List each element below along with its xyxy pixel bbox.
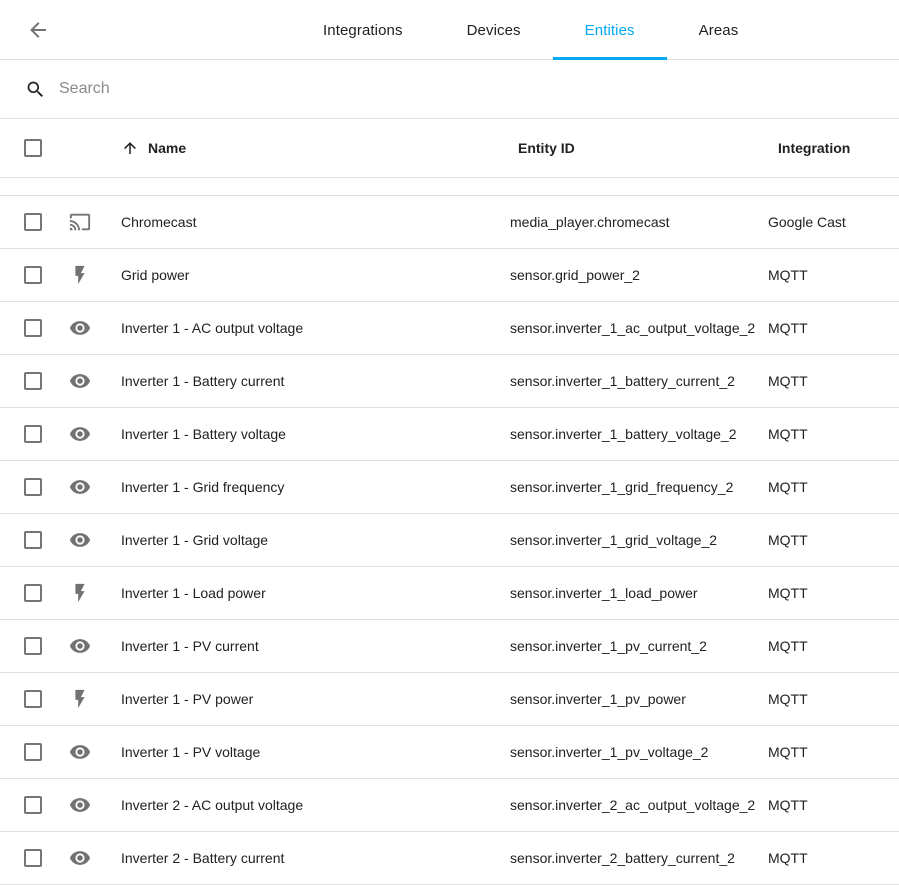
row-checkbox[interactable] [24,637,42,655]
cast-icon [56,211,104,233]
entity-id: sensor.inverter_1_battery_voltage_2 [510,426,737,442]
entity-name: Inverter 1 - PV power [121,691,254,707]
eye-icon [56,370,104,392]
entity-name: Inverter 1 - Load power [121,585,266,601]
search-bar [0,60,899,119]
integration-name: MQTT [768,320,808,336]
scrolled-row-sliver [0,178,899,196]
top-bar [0,0,899,60]
row-checkbox[interactable] [24,213,42,231]
tab-label: Areas [698,21,739,39]
integration-name: MQTT [768,373,808,389]
integration-name: MQTT [768,585,808,601]
row-checkbox[interactable] [24,425,42,443]
row-checkbox[interactable] [24,372,42,390]
entity-name: Inverter 1 - Battery voltage [121,426,286,442]
arrow-left-icon [26,18,50,42]
table-row[interactable] [0,567,899,620]
flash-icon [56,582,104,604]
row-checkbox[interactable] [24,478,42,496]
integration-name: MQTT [768,744,808,760]
eye-icon [56,317,104,339]
table-row[interactable] [0,196,899,249]
entity-id: sensor.inverter_1_load_power [510,585,698,601]
tab-areas[interactable] [667,0,771,60]
eye-icon [56,741,104,763]
back-button[interactable] [26,18,50,42]
entity-id: sensor.inverter_1_ac_output_voltage_2 [510,320,756,336]
eye-icon [56,635,104,657]
integration-name: MQTT [768,797,808,813]
flash-icon [56,688,104,710]
arrow-up-icon [121,139,139,157]
table-row[interactable] [0,408,899,461]
row-checkbox-cell [0,531,56,549]
tab-devices[interactable] [435,0,553,60]
integration-name: MQTT [768,426,808,442]
integration-name: MQTT [768,479,808,495]
eye-icon [56,529,104,551]
row-checkbox-cell [0,849,56,867]
entity-id: sensor.inverter_1_battery_current_2 [510,373,735,389]
row-checkbox-cell [0,425,56,443]
table-header [0,119,899,178]
row-checkbox-cell [0,372,56,390]
search-input[interactable] [57,79,883,99]
entity-name: Inverter 1 - AC output voltage [121,320,304,336]
tab-integrations[interactable] [291,0,435,60]
row-checkbox[interactable] [24,690,42,708]
column-header-integration[interactable]: Integration [778,140,851,156]
entity-name: Inverter 1 - Battery current [121,373,285,389]
column-header-entity-id[interactable]: Entity ID [518,140,575,156]
eye-icon [56,476,104,498]
entity-id: sensor.inverter_1_pv_power [510,691,686,707]
table-row[interactable] [0,620,899,673]
flash-icon [56,264,104,286]
search-icon [25,79,46,100]
integration-name: MQTT [768,691,808,707]
row-checkbox-cell [0,319,56,337]
entity-name: Inverter 2 - Battery current [121,850,285,866]
table-row[interactable] [0,355,899,408]
entity-name: Inverter 1 - PV current [121,638,259,654]
tab-label: Integrations [323,21,403,39]
column-header-name[interactable] [104,139,510,157]
integration-name: MQTT [768,532,808,548]
table-row[interactable] [0,779,899,832]
row-checkbox[interactable] [24,743,42,761]
entity-name: Chromecast [121,214,197,230]
entity-id: sensor.inverter_1_grid_frequency_2 [510,479,734,495]
entity-name: Inverter 1 - Grid frequency [121,479,285,495]
column-header-name-label: Name [148,140,187,156]
table-row[interactable] [0,673,899,726]
select-all-checkbox[interactable] [24,139,42,157]
table-row[interactable] [0,461,899,514]
row-checkbox[interactable] [24,584,42,602]
table-row[interactable] [0,832,899,885]
integration-name: MQTT [768,638,808,654]
row-checkbox[interactable] [24,531,42,549]
row-checkbox-cell [0,584,56,602]
entity-name: Inverter 1 - PV voltage [121,744,261,760]
tab-label: Devices [466,21,521,39]
row-checkbox[interactable] [24,796,42,814]
row-checkbox[interactable] [24,849,42,867]
entity-id: sensor.inverter_2_ac_output_voltage_2 [510,797,756,813]
entity-id: sensor.grid_power_2 [510,267,640,283]
row-checkbox-cell [0,690,56,708]
entity-table-body [0,196,899,885]
tab-label: Entities [584,21,635,39]
row-checkbox[interactable] [24,319,42,337]
entity-id: sensor.inverter_2_battery_current_2 [510,850,735,866]
entity-name: Grid power [121,267,190,283]
header-checkbox-cell [0,139,56,157]
row-checkbox-cell [0,478,56,496]
table-row[interactable] [0,302,899,355]
tab-bar [291,0,770,60]
row-checkbox-cell [0,213,56,231]
row-checkbox-cell [0,637,56,655]
integration-name: Google Cast [768,214,846,230]
table-row[interactable] [0,514,899,567]
eye-icon [56,423,104,445]
tab-entities[interactable] [553,0,667,60]
eye-icon [56,847,104,869]
entity-id: sensor.inverter_1_pv_current_2 [510,638,707,654]
row-checkbox-cell [0,796,56,814]
table-row[interactable] [0,726,899,779]
entity-name: Inverter 1 - Grid voltage [121,532,269,548]
row-checkbox-cell [0,266,56,284]
entity-id: sensor.inverter_1_grid_voltage_2 [510,532,718,548]
integration-name: MQTT [768,850,808,866]
integration-name: MQTT [768,267,808,283]
row-checkbox-cell [0,743,56,761]
entity-name: Inverter 2 - AC output voltage [121,797,304,813]
row-checkbox[interactable] [24,266,42,284]
eye-icon [56,794,104,816]
table-row[interactable] [0,249,899,302]
entity-id: media_player.chromecast [510,214,670,230]
entity-id: sensor.inverter_1_pv_voltage_2 [510,744,709,760]
